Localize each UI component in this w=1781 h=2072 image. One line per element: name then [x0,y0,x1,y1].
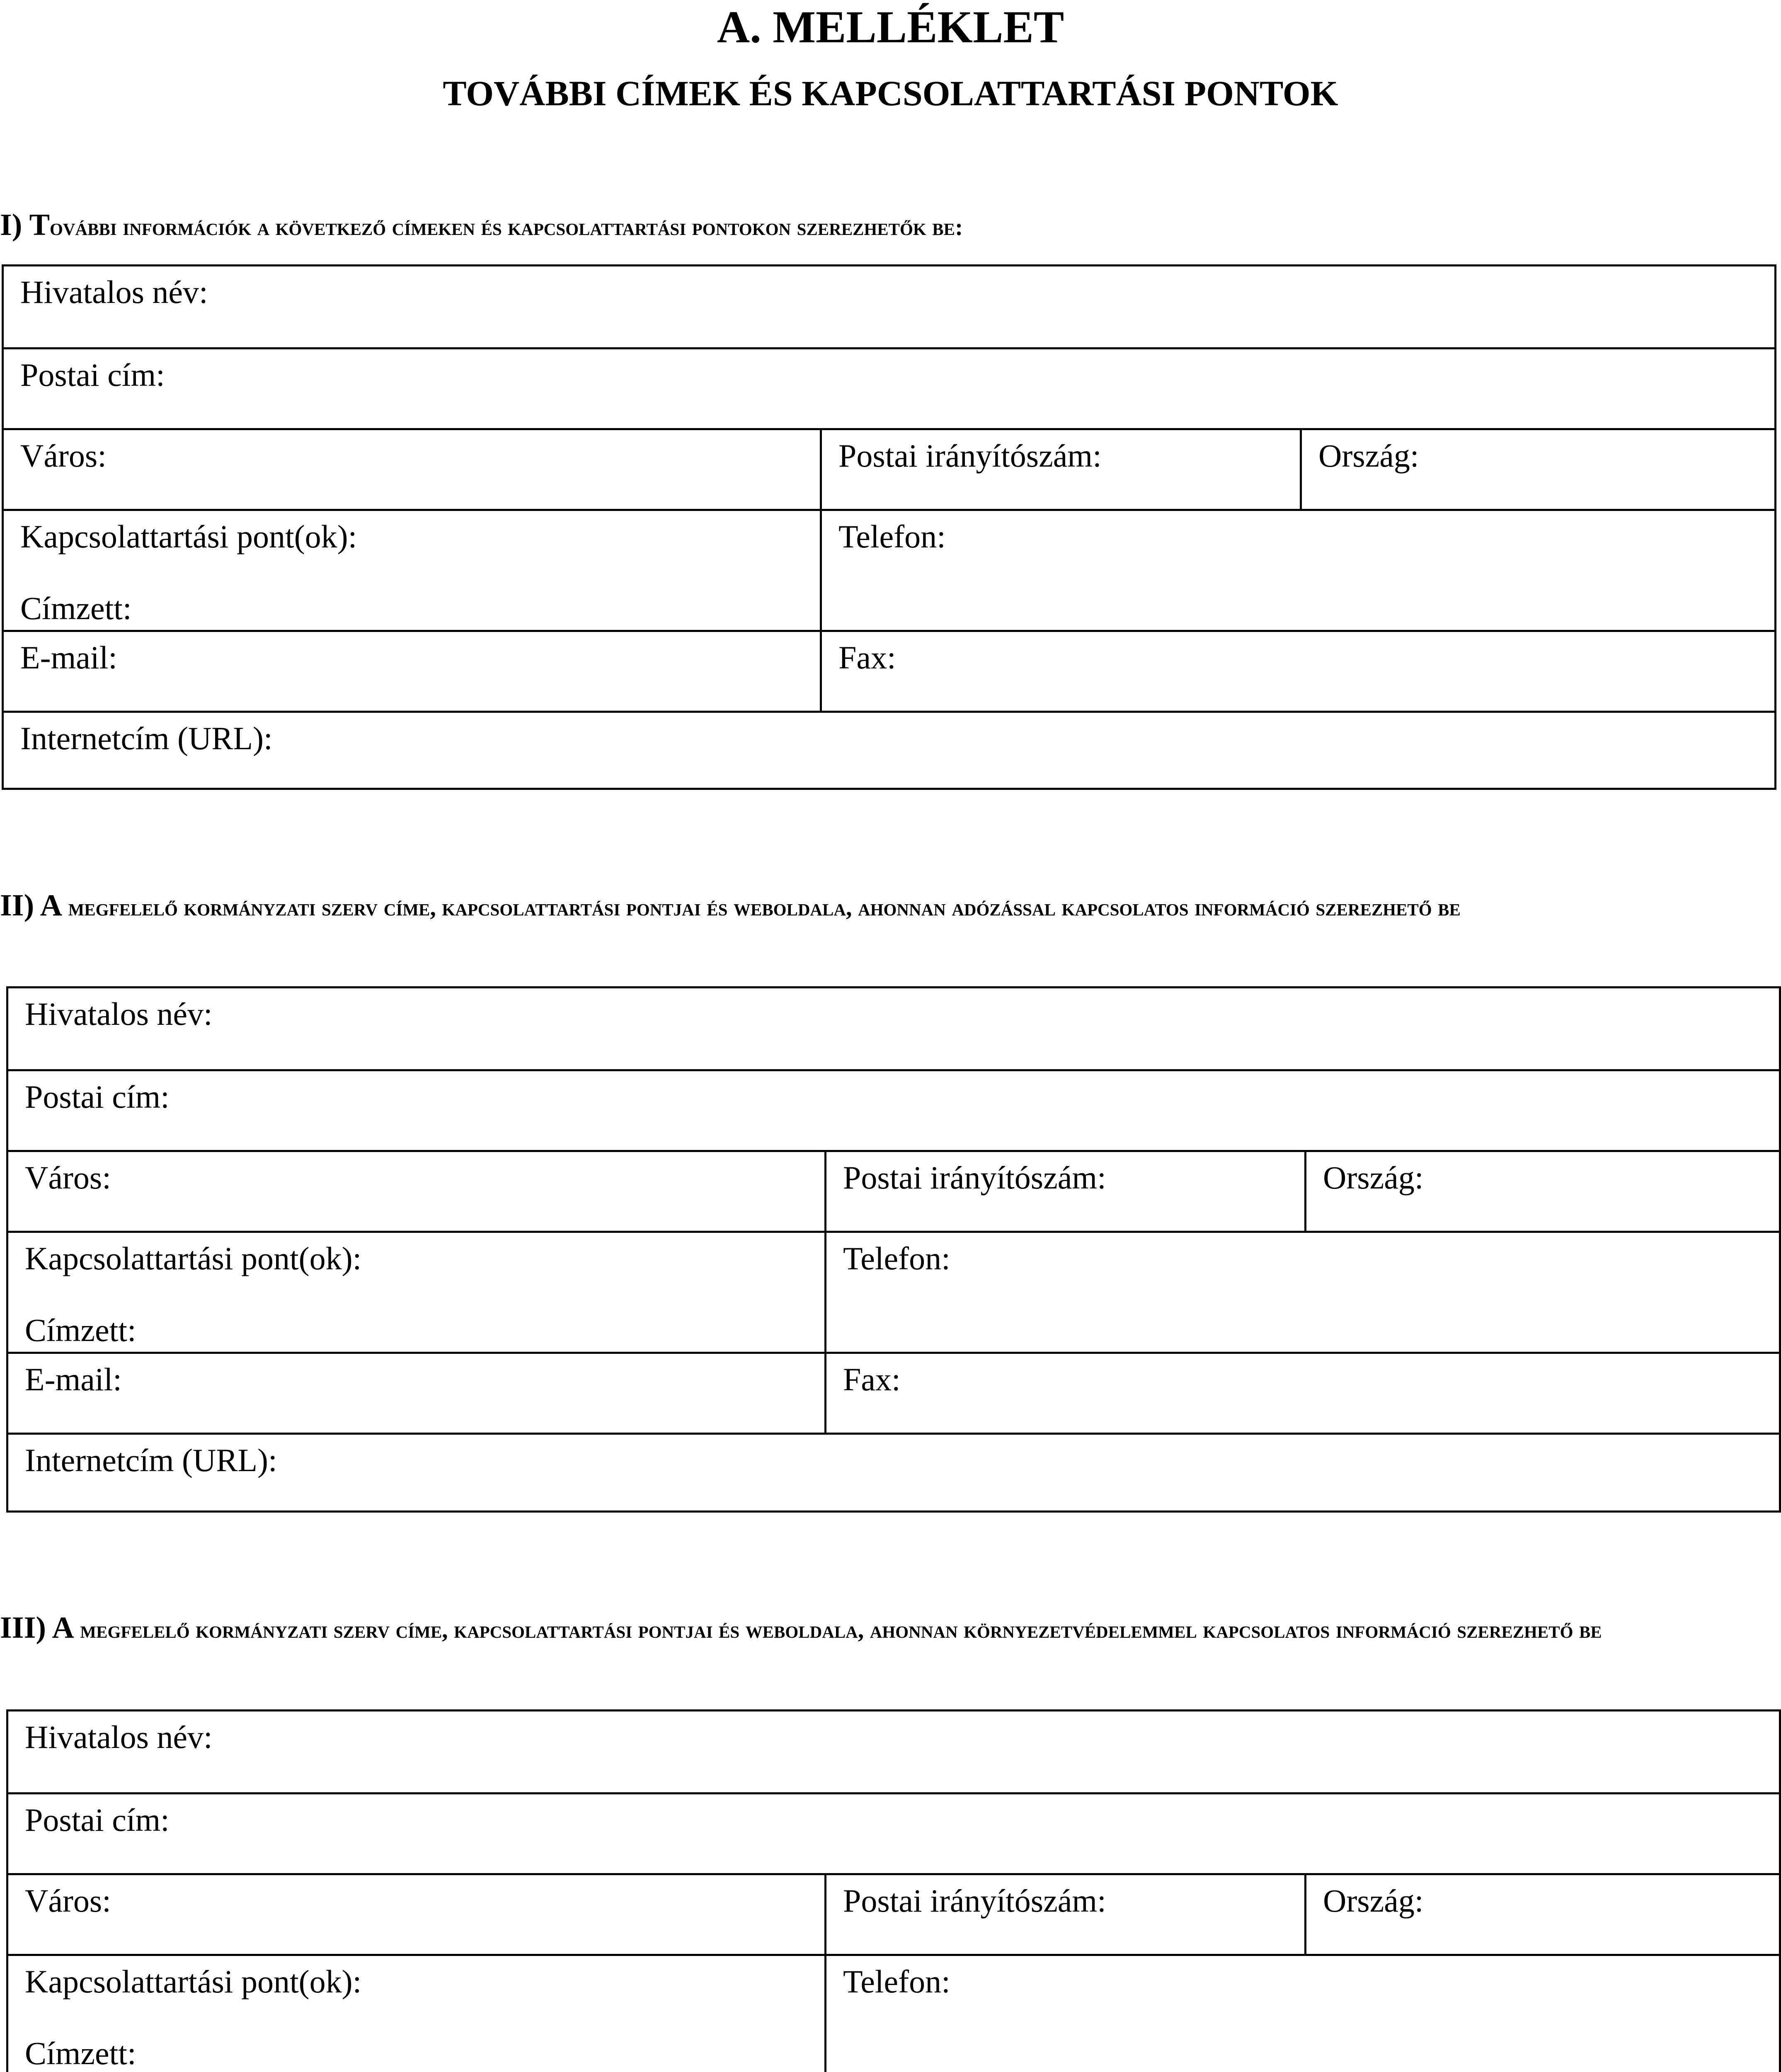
contact-cell[interactable] [4,511,820,630]
address-form-2 [6,986,1781,1513]
postal-code-cell[interactable] [824,1152,1304,1231]
fax-cell[interactable] [824,1354,1779,1433]
row-official-name [4,266,1774,347]
section-heading-lead: I) T [0,208,50,242]
row-contact [8,1954,1779,2072]
postal-address-label: Postai cím: [25,1079,170,1115]
addressee-label: Címzett: [25,2035,136,2071]
row-postal-address [8,1792,1779,1873]
country-cell[interactable] [1304,1875,1779,1954]
fax-label: Fax: [838,639,896,675]
city-label: Város: [20,438,107,474]
email-label: E-mail: [25,1361,122,1397]
postal-code-cell[interactable] [824,1875,1304,1954]
country-cell[interactable] [1300,430,1774,509]
row-city [8,1150,1779,1231]
addressee-label: Címzett: [20,590,132,626]
url-label: Internetcím (URL): [25,1442,277,1478]
row-city [8,1873,1779,1954]
city-cell[interactable] [4,430,820,509]
contact-points-label: Kapcsolattartási pont(ok): [25,1963,362,1999]
contact-points-label: Kapcsolattartási pont(ok): [20,518,357,554]
section-heading-lead: III) A [0,1611,74,1645]
city-label: Város: [25,1883,111,1919]
row-postal-address [8,1069,1779,1150]
postal-address-label: Postai cím: [20,357,165,393]
phone-label: Telefon: [838,518,946,554]
row-url [8,1433,1779,1515]
contact-points-label: Kapcsolattartási pont(ok): [25,1240,362,1276]
official-name-label: Hivatalos név: [25,996,213,1032]
section-heading-text: megfelelő kormányzati szerv címe, kapcsolattartási pontjai és weboldala, ahonnan környezetvédelemmel kapcsolatos információ szerezhető be [74,1616,1602,1643]
section-heading-text: megfelelő kormányzati szerv címe, kapcsolattartási pontjai és weboldala, ahonnan adózással kapcsolatos információ szerezhető be [62,894,1461,921]
country-cell[interactable] [1304,1152,1779,1231]
section-heading-text: ovábbi információk a következő címeken és kapcsolattartási pontokon szerezhetők be: [49,213,963,240]
contact-cell[interactable] [8,1233,824,1352]
phone-label: Telefon: [843,1963,950,1999]
url-label: Internetcím (URL): [20,720,273,756]
official-name-label: Hivatalos név: [20,274,208,310]
section-heading-3 [0,1608,1781,1650]
contact-cell[interactable] [8,1956,824,2072]
row-postal-address [4,347,1774,428]
row-official-name [8,988,1779,1069]
country-label: Ország: [1323,1159,1424,1196]
page-title: A. MELLÉKLET [717,2,1064,52]
city-label: Város: [25,1159,111,1196]
fax-label: Fax: [843,1361,901,1397]
postal-code-label: Postai irányítószám: [843,1159,1106,1196]
address-form-1 [2,264,1776,790]
country-label: Ország: [1323,1883,1424,1919]
postal-code-label: Postai irányítószám: [838,438,1102,474]
row-official-name [8,1711,1779,1792]
email-cell[interactable] [4,632,820,711]
fax-cell[interactable] [820,632,1774,711]
postal-code-label: Postai irányítószám: [843,1883,1106,1919]
section-heading-lead: II) A [0,888,63,922]
row-contact [8,1231,1779,1352]
postal-code-cell[interactable] [820,430,1300,509]
section-heading-2 [0,886,1781,927]
postal-address-label: Postai cím: [25,1802,170,1838]
section-heading-1 [0,205,1781,247]
phone-label: Telefon: [843,1240,950,1276]
email-cell[interactable] [8,1354,824,1433]
city-cell[interactable] [8,1875,824,1954]
row-city [4,428,1774,509]
addressee-label: Címzett: [25,1312,136,1348]
country-label: Ország: [1318,438,1419,474]
row-email [8,1352,1779,1433]
page-subtitle: TOVÁBBI CÍMEK ÉS KAPCSOLATTARTÁSI PONTOK [443,73,1338,113]
address-form-3 [6,1709,1781,2072]
phone-cell[interactable] [824,1233,1779,1352]
phone-cell[interactable] [824,1956,1779,2072]
row-contact [4,509,1774,630]
email-label: E-mail: [20,639,117,675]
phone-cell[interactable] [820,511,1774,630]
row-url [4,711,1774,792]
city-cell[interactable] [8,1152,824,1231]
official-name-label: Hivatalos név: [25,1719,213,1755]
row-email [4,630,1774,711]
